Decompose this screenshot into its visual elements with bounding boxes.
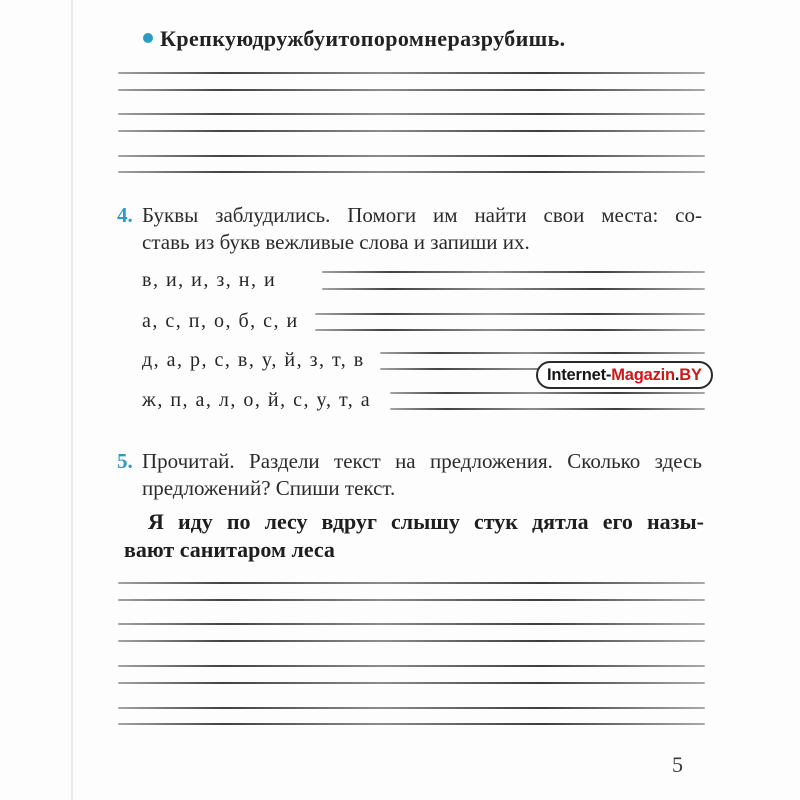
writing-line bbox=[118, 723, 705, 725]
answer-line bbox=[380, 352, 705, 354]
exercise4-task-line2: ставь из букв вежливые слова и запиши их. bbox=[142, 230, 530, 254]
writing-line bbox=[118, 599, 705, 601]
answer-line bbox=[390, 408, 705, 410]
bullet-icon bbox=[143, 33, 153, 43]
answer-line bbox=[390, 392, 705, 394]
watermark-text-part: Magazin bbox=[611, 365, 675, 384]
writing-line bbox=[118, 171, 705, 173]
letter-row: а, с, п, о, б, с, и bbox=[142, 310, 299, 332]
writing-line bbox=[118, 155, 705, 157]
writing-line bbox=[118, 682, 705, 684]
writing-line bbox=[118, 582, 705, 584]
watermark-text-part: BY bbox=[679, 365, 702, 384]
writing-line bbox=[118, 89, 705, 91]
writing-line bbox=[118, 665, 705, 667]
exercise5-task-line2: предложений? Спиши текст. bbox=[142, 476, 396, 500]
page-edge-shadow bbox=[71, 0, 73, 800]
exercise5-task bbox=[142, 448, 702, 502]
writing-line bbox=[118, 707, 705, 709]
page-number: 5 bbox=[672, 752, 683, 777]
letter-row: д, а, р, с, в, у, й, з, т, в bbox=[142, 349, 365, 371]
watermark-text-part: Internet- bbox=[547, 365, 612, 384]
letter-row: в, и, и, з, н, и bbox=[142, 269, 277, 291]
answer-line bbox=[315, 313, 705, 315]
answer-line bbox=[322, 288, 705, 290]
writing-line bbox=[118, 623, 705, 625]
exercise4-number: 4. bbox=[117, 203, 133, 227]
exercise5-task-line1: Прочитай. Раздели текст на предложения. Сколько здесь bbox=[142, 449, 702, 473]
exercise4-task bbox=[142, 202, 702, 256]
exercise5-number: 5. bbox=[117, 449, 133, 473]
dictation-text bbox=[124, 508, 704, 564]
writing-line bbox=[118, 130, 705, 132]
answer-line bbox=[315, 329, 705, 331]
writing-line bbox=[118, 640, 705, 642]
proverb-text: Крепкуюдружбуитопоромнеразрубишь. bbox=[160, 26, 566, 51]
exercise4-task-line1: Буквы заблудились. Помоги им найти свои места: со- bbox=[142, 203, 702, 227]
answer-line bbox=[322, 271, 705, 273]
letter-row: ж, п, а, л, о, й, с, у, т, а bbox=[142, 389, 372, 411]
dictation-line2: вают санитаром леса bbox=[124, 537, 335, 562]
watermark-badge bbox=[536, 361, 713, 389]
watermark-text-part: . bbox=[674, 365, 680, 384]
writing-line bbox=[118, 113, 705, 115]
writing-line bbox=[118, 72, 705, 74]
dictation-line1: Я иду по лесу вдруг слышу стук дятла его назы- bbox=[148, 509, 704, 534]
